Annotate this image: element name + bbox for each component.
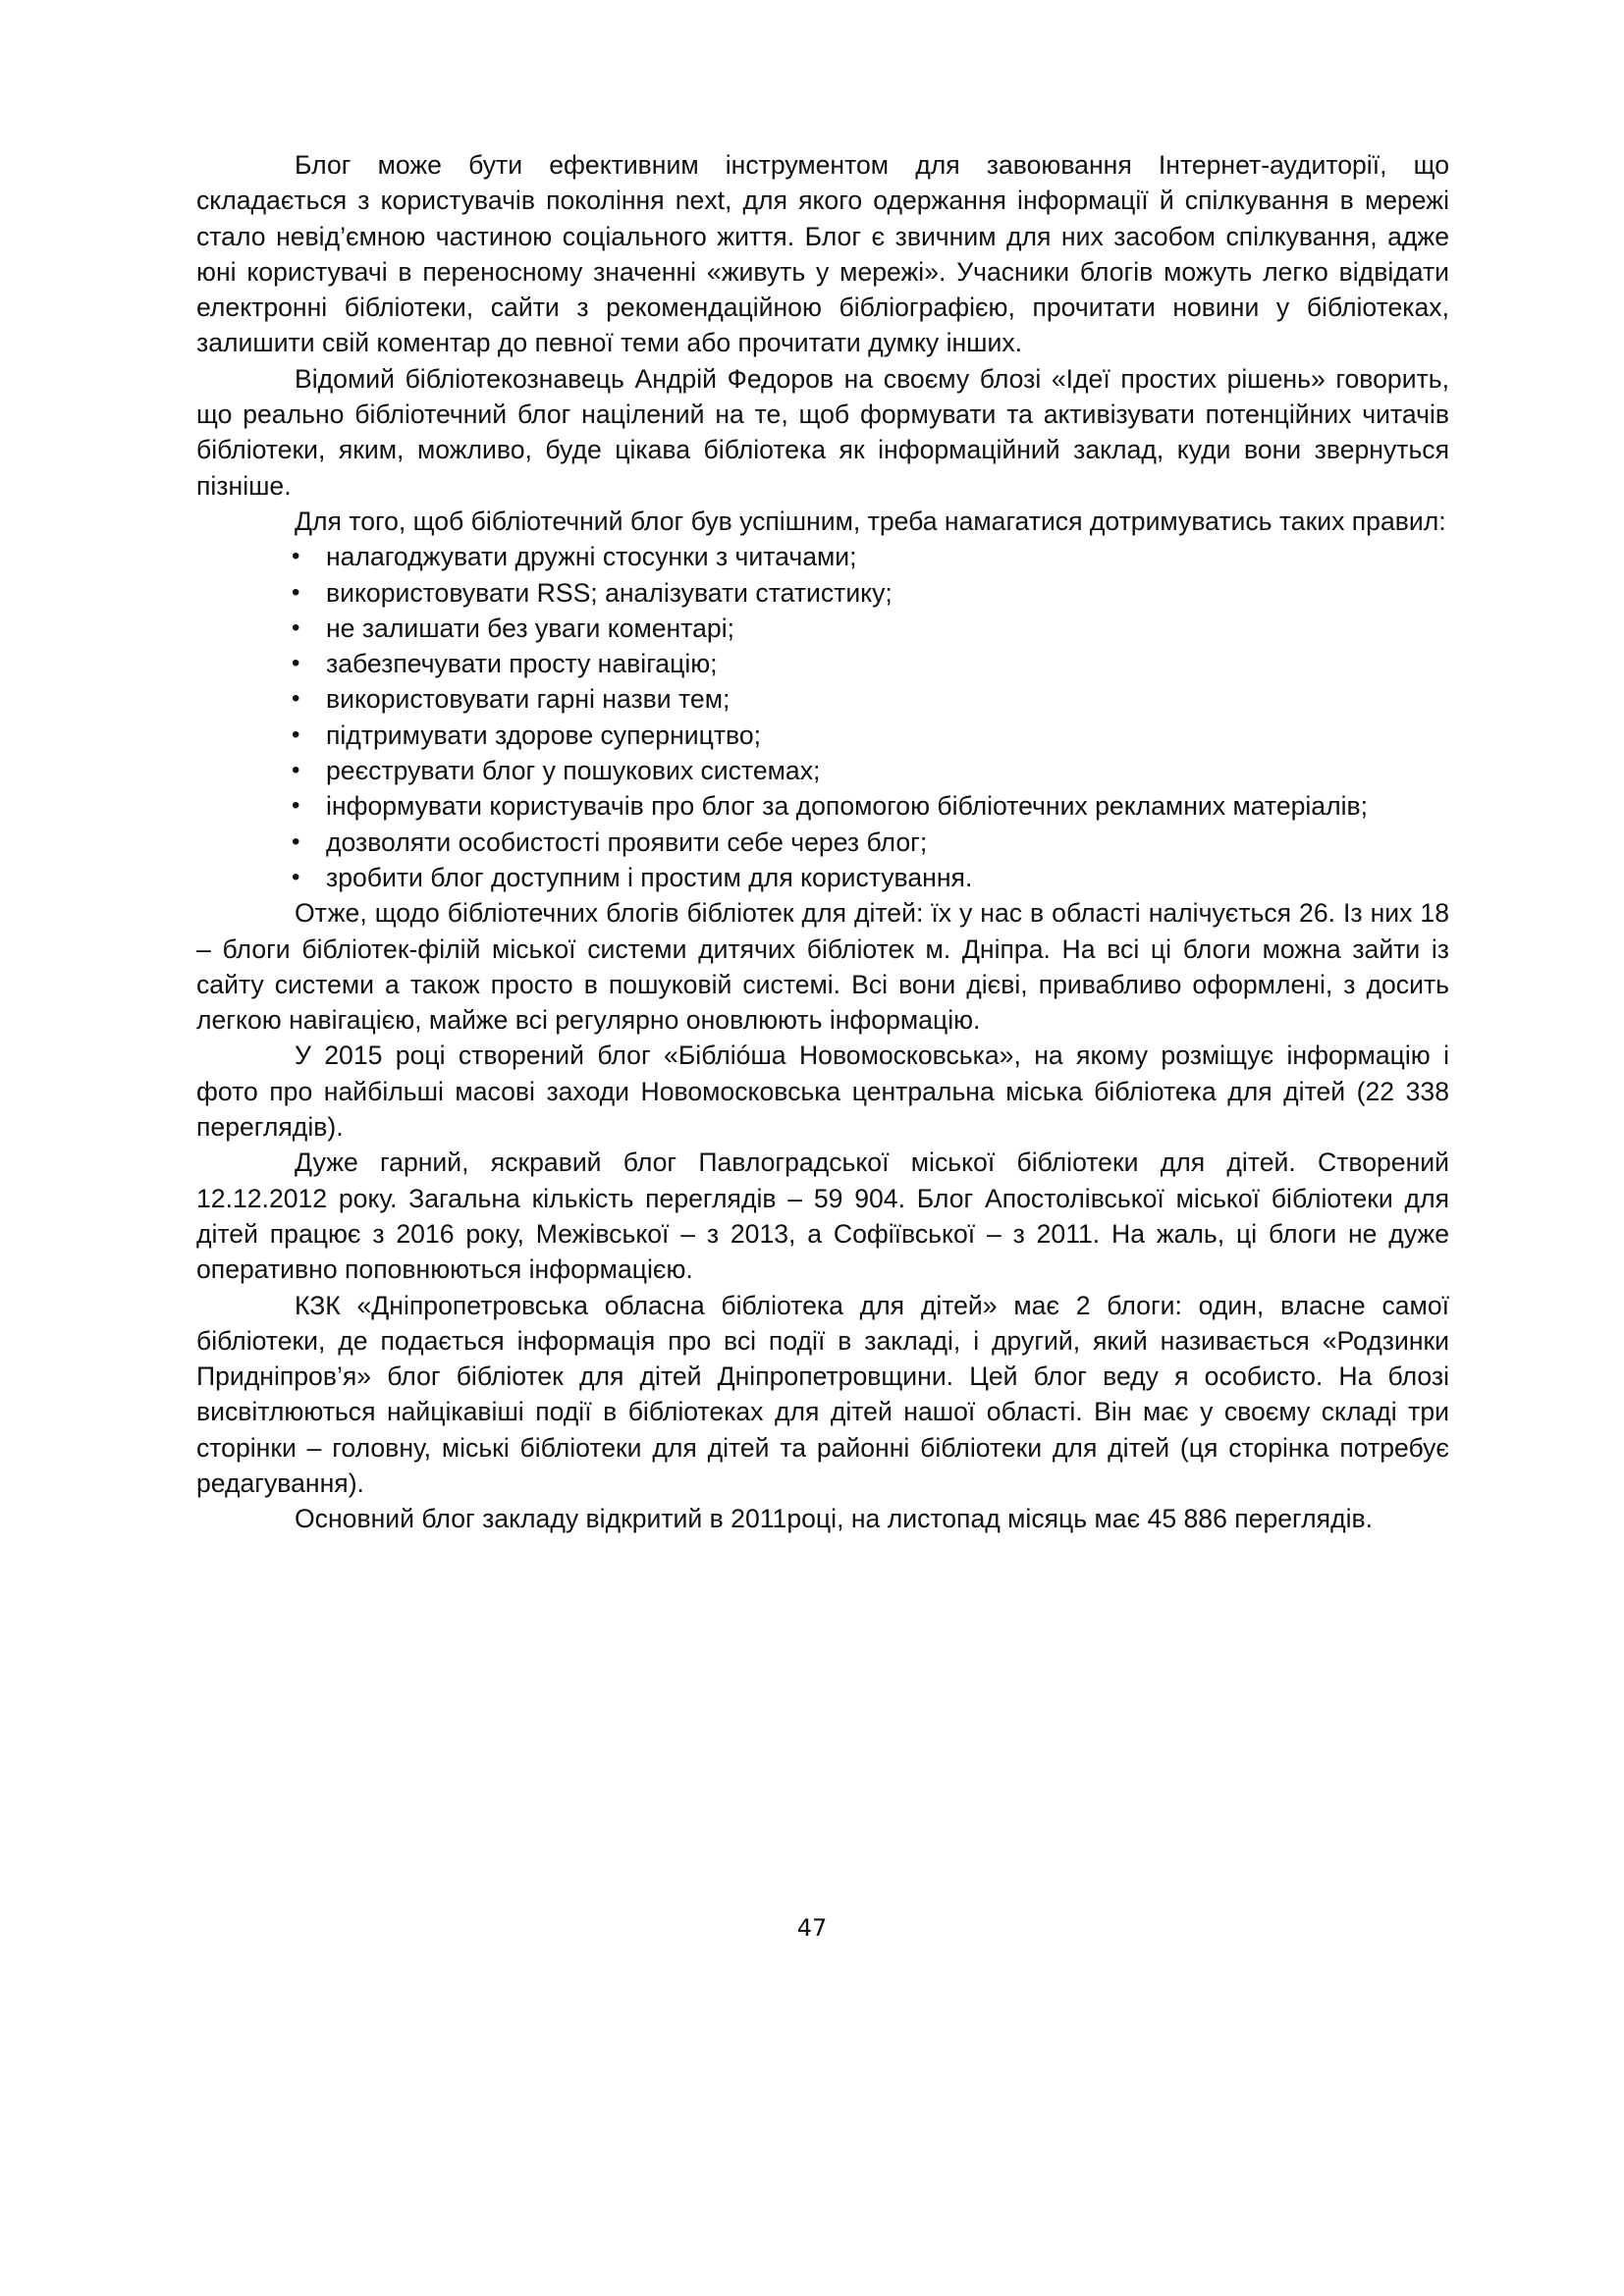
body-paragraph: Для того, щоб бібліотечний блог був успішним, треба намагатися дотримуватись таких правил: xyxy=(295,506,1446,536)
bullet-icon: • xyxy=(292,792,300,820)
list-item-text: реєструвати блог у пошукових системах; xyxy=(326,756,821,786)
list-item-text: використовувати RSS; аналізувати статистику; xyxy=(326,577,893,608)
bullet-icon: • xyxy=(292,721,300,748)
list-item-text: підтримувати здорове суперництво; xyxy=(326,720,762,750)
list-item-text: налагоджувати дружні стосунки з читачами; xyxy=(326,542,857,572)
list-item-text: зробити блог доступним і простим для користування. xyxy=(326,862,973,892)
rules-list xyxy=(196,539,1449,895)
body-paragraph: Відомий бібліотекознавець Андрій Федоров на своєму блозі «Ідеї простих рішень» говорить, що реально бібліотечний блог націлений на те, щоб формувати та активізувати потенційних читачів бібліотеки, яким, можливо, буде цікава бібліотека як інформаційний заклад, куди вони звернуться пізніше. xyxy=(196,363,1449,501)
list-item xyxy=(196,539,1449,574)
body-paragraph: Блог може бути ефективним інструментом для завоювання Інтернет-аудиторії, що складається з користувачів покоління next, для якого одержання інформації й спілкування в мережі стало невід’ємною частиною соціального життя. Блог є звичним для них засобом спілкування, адже юні користувачі в переносному значенні «живуть у мережі». Учасники блогів можуть легко відвідати електронні бібліотеки, сайти з рекомендаційною бібліографією, прочитати новини у бібліотеках, залишити свій коментар до певної теми або прочитати думку інших. xyxy=(196,150,1449,358)
document-page xyxy=(196,147,1449,1537)
bullet-icon: • xyxy=(292,828,300,855)
list-item xyxy=(196,575,1449,611)
list-item xyxy=(196,718,1449,753)
list-item xyxy=(196,788,1449,824)
list-item xyxy=(196,753,1449,788)
list-item xyxy=(196,646,1449,681)
list-item xyxy=(196,611,1449,646)
list-item-text: не залишати без уваги коментарі; xyxy=(326,613,735,643)
list-item-text: використовувати гарні назви тем; xyxy=(326,684,731,715)
list-item-text: дозволяти особистості проявити себе через блог; xyxy=(326,827,928,857)
bullet-icon: • xyxy=(292,650,300,677)
page-number: 47 xyxy=(796,1914,828,1942)
body-paragraph: КЗК «Дніпропетровська обласна бібліотека для дітей» має 2 блоги: один, власне самої бібліотеки, де подається інформація про всі події в закладі, і другий, який називається «Родзинки Придніпров’я» блог бібліотек для дітей Дніпропетровщини. Цей блог веду я особисто. На блозі висвітлюються найцікавіші події в бібліотеках для дітей нашої області. Він має у своєму складі три сторінки – головну, міські бібліотеки для дітей та районні бібліотеки для дітей (ця сторінка потребує редагування). xyxy=(196,1290,1449,1498)
bullet-icon: • xyxy=(292,685,300,713)
list-item-text: забезпечувати просту навігацію; xyxy=(326,649,718,679)
list-item xyxy=(196,681,1449,717)
list-item-text: інформувати користувачів про блог за допомогою бібліотечних рекламних матеріалів; xyxy=(326,791,1369,822)
body-paragraph: У 2015 році створений блог «Бібліóша Новомосковська», на якому розміщує інформацію і фото про найбільші масові заходи Новомосковська центральна міська бібліотека для дітей (22 338 переглядів). xyxy=(196,1041,1449,1143)
bullet-icon: • xyxy=(292,863,300,890)
bullet-icon: • xyxy=(292,543,300,570)
body-paragraph: Дуже гарний, яскравий блог Павлоградської міської бібліотеки для дітей. Створений 12.12.2012 року. Загальна кількість переглядів – 59 904. Блог Апостолівської міської бібліотеки для дітей працює з 2016 року, Межівської – з 2013, а Софіївської – з 2011. На жаль, ці блоги не дуже оперативно поповнюються інформацією. xyxy=(196,1148,1449,1285)
list-item xyxy=(196,825,1449,860)
bullet-icon: • xyxy=(292,578,300,606)
bullet-icon: • xyxy=(292,614,300,641)
bullet-icon: • xyxy=(292,757,300,784)
list-item xyxy=(196,860,1449,895)
body-paragraph: Основний блог закладу відкритий в 2011році, на листопад місяць має 45 886 переглядів. xyxy=(295,1504,1374,1534)
body-paragraph: Отже, щодо бібліотечних блогів бібліотек для дітей: їх у нас в області налічується 26. Із них 18 – блоги бібліотек-філій міської системи дитячих бібліотек м. Дніпра. На всі ці блоги можна зайти із сайту системи а також просто в пошуковій системі. Всі вони дієві, привабливо оформлені, з досить легкою навігацією, майже всі регулярно оновлюють інформацію. xyxy=(196,898,1449,1036)
